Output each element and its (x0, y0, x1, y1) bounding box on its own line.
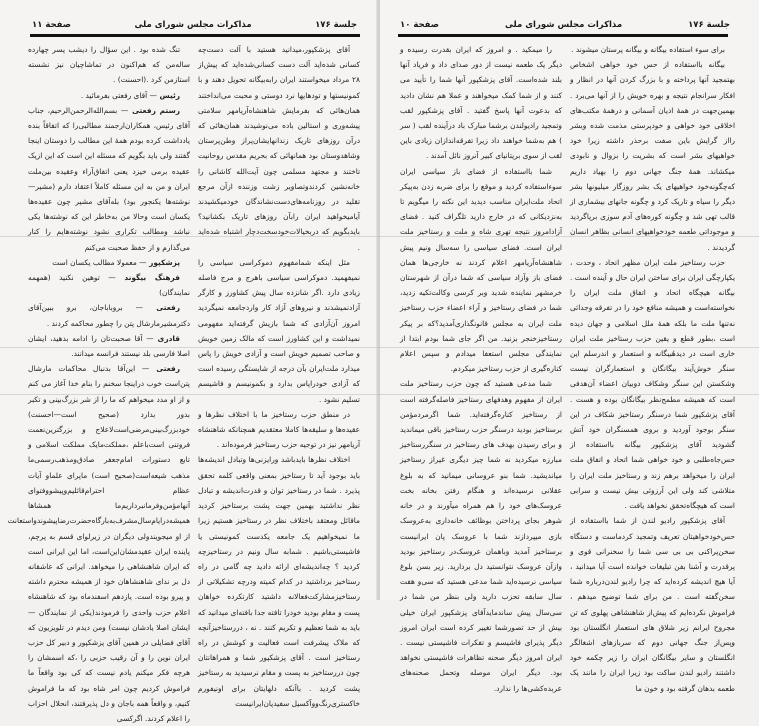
paragraph-text: را میمکید . و امروز که ایران بقدرت رسیده و دیگر یک طعمه نیست از دور صدای داد و فریاد آنها بلند شده‌است. آقای پزشکپور آنها شما را تأیید می کنند و از شما کمک میخواهند و عملا هم نشان دادید که بدعوت آنها پاسخ گفتید . آقای پزشکپور لقب وتمجید رادیولندن برشما مبارک باد درآینده لقب ( سر ) هم به‌شما خواهند داد زیرا تفرقه‌اندازان زیادی باین لقب از سوی بریتانیای کبیر آنروز نائل آمدند . (400, 45, 562, 161)
page-number: صفحة ۱۰ (400, 20, 439, 30)
header-rule (30, 34, 360, 37)
paragraph-text: — این‌آقا بدنبال محاکمات مارشال پتن‌است خوب دراینجا سخنم را بنام خدا آغاز می کنم و از او مدد میخواهم که ما را از شر بزرگ‌بینی و تکبر بدور بدارد (صحیح است—احسنت) خودبزرگ‌بینی‌مرضی‌است‌لاعلاج و بزرگترین‌نعمت فروتنی است‌باعلم ،مملکت‌مایک مملکت اسلامی و تابع دستورات امام‌جعفر صادق‌ومذهب‌رسمی‌ما مذهب شیعه‌است(صحیح است) ماپرای علماو آیات عظام احترام‌قائلیم‌وپیشووفتوای آنهامؤمن‌وفرمانبرداریم‌ما همشاها همیشه‌درایام‌سال‌مشرف‌به‌بارگاه‌حضرت‌رضاپیشوندواستعانت از او میجویندولی دیگران در زیرلوای قسم به پرچم، پاینده ایران عقیدمشان‌این‌است، اما این ایرانی است که ایران شاهنشاهی را میخواهد. ایرانی که عاشقانه دل بر ندای شاهنشاهان خود از همیشه محترم داشته و پیرو بوده است. یازدهم اسفندماه بود که شاهنشاه اعلام حزب واحدی را فرمودند(یکی از نمایندگان — ایشان اصلا یادشان نیست) ومن دیدم در تلویزیون که آقای فضایلی در همین آقای پزشکپور و دبیر کل حزب ایران نوین را و آن رقیب حزبی را ،که اسمشان را هرچه فکر میکنم یادم نیست که کی بود واقعاً ما فراموش کردیم چون امر شاه بود که ما فراموش کنیم، و واقعاً همه باجان و دل پذیرفتند، انحلال احزاب را اعلام کردند. اگرکسی (7, 364, 190, 723)
paragraph-text: مثل اینکه شمامفهوم دموکراسی سیاسی را نمیفهمید. دموکراسی سیاسی باهرج و مرج فاصله زیادی دارد .اگر شانزده سال پیش کشاورز و کارگر آزادنمیشدند و نیروهای آزاد کار واردجامعه نمیگردید امروز آن‌آزادی که شما بازیش گرفته‌اید مفهومی نمیداشت و این کشاورز است که مالک زمین خویش و صاحب تصمیم خویش است و آزادی خویش را پاس میدارد ملت‌ایران بآن درجه از شایستگی رسیده است که آزادی خودراپاس بدارد و بکمونیسم و فاشیسم تسلیم نشود . (198, 257, 360, 404)
scan-fold-line (0, 236, 759, 237)
paragraph-text: آقای پزشکپور،میدانید هستید با آلت دست‌چه کسانی شده‌اید آلت دست کسانی‌شده‌اید که پیش‌از ۲۸ مرداد میخواستند ایران رابه‌بیگانه تحویل دهند و با کمونیستها و تودهایها نرد دوستی و محبت می‌انداختند همان‌هائی که بفرمایش شاهنشاه‌آریامهر سلامتی پیشه‌وری و استالین باده می‌نوشیدند همان‌هائی که درآن روزهای تاریک زندانهایشان‌پراز وطن‌پرستان وشاهدوستان بود همانهائی که بحریم مقدس روحانیت تاختند و مجتهد مسلمی چون آیت‌الله کاشانی را خانه‌نشین کردندوتصاویر زشت وزننده ازآن مرجع تقلید در روزنامه‌های‌دست‌نشاندگان خودمیکشیدند آیامیخواهید ایران رابآن روزهای تاریک بکشانید؟بایدبگویم که دربخیالات‌خودسخت‌دچار اشتباه شده‌اید . (198, 45, 360, 252)
right-page (380, 0, 759, 693)
speaker-name: رفعتی (149, 364, 180, 374)
paragraph-text: — بسم‌الله‌الرحمن‌الرحیم، جناب آقای رئیس، همکاران‌ارجمند مطالبی‌را که اتفاقاً بنده یادداشت کرده بودم همهٔ این مطالب را دوستان اینجا گفتند ولی باید بگویم که مسئله این است که این ازیک عقیده برمی خیزد یعنی اتفاق‌آراء وعقیده بین‌ملت ایران و من به این مسئله کاملاً اعتقاد دارم (مشیر—نوشته‌ها یکنجور بود) بله‌آقای مشیر چون عقیده‌ها یکسان است وحالا من به‌خاطر این که نوشته‌ها یکی نباشد ومطالب تکراری نشود نوشته‌هایم را کنار می‌گذارم و از حفظ صحبت می‌کنم (28, 105, 190, 252)
left-page-column-left (7, 42, 190, 726)
text-paragraph (198, 255, 360, 407)
text-paragraph (570, 57, 735, 255)
scan-fold-line (0, 394, 759, 395)
speaker-name: پزشکپور (146, 257, 180, 267)
publication-title: مذاکرات مجلس شورای ملی (134, 20, 252, 30)
publication-title: مذاکرات مجلس شورای ملی (504, 20, 623, 30)
paragraph-text: حزب رستاخیز ملت ایران مظهر اتحاد ، وحدت ، یکپارچگی ایران برای ساختن ایران حال و آینده است . بیگانه هیچگاه اتحاد و اتفاق ملت ایران را نخواسته‌است و همیشه منافع خود را در تفرقه وجدائی نه‌تنها ملت ما بلکه همهٔ ملل اسلامی و جهان دیده است ،بطور قطع و یقین حزب رستاخیز ملت ایران خاری است در دیدهٔبیگانه و استعمار و اندرسلم این سنگر خوش‌آیند بیگانگان و استعمارگران نیست وشکستن این سنگر وشکاف دوبیان اعضاء آن‌هدفی است که همیشه مطمح‌نظر بیگانگان بوده و هست . آقای پزشکپور شما درسنگر رستاخیز شکاف در این سنگر بوجود آوردید و بروی همسنگران خود آتش گشودید آقای پزشکپور بیگانه بااستفاده از حس‌جاه‌طلبی و خود خواهی شما اتحاد و اتفاق ملت ایران را میخواهد برهم زند و رستاخیز ملت ایران را متلاشی کند ولی این آرزوئی بیش نیست و سرابی است که هیچگاه‌تحقق نخواهد یافت . (570, 257, 735, 511)
speech-paragraph (7, 361, 190, 726)
paragraph-text: در منطق حزب رستاخیز ما با اختلاف نظرها و عقیده‌ها و سلیقه‌ها کاملا معتقدیم همچنانکه شاهنشاه آریامهر نیز در توجیه حزب رستاخیز فرموده‌اند . (198, 409, 360, 450)
text-paragraph (198, 407, 360, 453)
paragraph-text: — توهین نکنید (همهمه نمایندگان) (28, 273, 190, 298)
speech-paragraph (28, 88, 190, 103)
left-page-column-right (198, 42, 360, 711)
paragraph-text: شما مدعی هستید که چون حزب رستاخیز ملت ایران از مفهوم وهدفهای رستاخیز فاصله‌گرفته است از رستاخیز کناره‌گرفته‌اید. شما اگرمرد‌مؤمن برستاخیز بودید درسنگر حزب رستاخیز باقی میماندید و برای رسیدن بهدف های رستاخیز در سنگررستاخیز مبارزه میکردید نه شما چیز دیگری غیراز رستاخیز میاندیشید. شما بنو عروسانی میمانید که به بلوغ عقلانی نرسیده‌اند و هنگام رفتن بخانه بخت عروسک‌های خود را هم همراه میآورند و در خانه شوهر بجای پرداختن بوظائف خانه‌داری به‌عروسک بازی میپردازند شما با عروسک پان ایرانیست برستاخیز آمدید وباهمان عروسک‌در رستاخیز بودید وازآن عروسک نتوانستید دل بردارید. زیر بسن بلوغ سیاسی نرسیده‌اید شما مدعی هستید که سی‌و هفت سال سابقه تحزب دارید ولی بنظر من شما در سی‌سال پیش ساندماید‌آقای پزشکپور ایران خیلی بیش از حد تصورشما تغییر کرده است ایران امروز دیگر پذیرای فاشیسم و تفکرات فاشیستی نیست . ایران امروز دیگر صحنه تظاهرات فاشیستی نخواهد بود. دیگر ایران موصله وتحمل صحنه‌های عربده‌کشی‌ها را ندارد. (400, 379, 562, 693)
session-number: جلسة ۱۷۶ (688, 20, 730, 30)
paragraph-text: — آقای رفعتی بفرمائید . (80, 90, 157, 100)
right-page-header (400, 18, 730, 32)
speaker-name: رئیس (156, 90, 180, 100)
left-page (0, 0, 378, 723)
speaker-name: رفعتی (142, 303, 180, 313)
text-paragraph (198, 452, 360, 710)
text-paragraph (198, 42, 360, 255)
text-paragraph (570, 42, 735, 57)
paragraph-text: — معمولا مطالب یکسان است (52, 257, 147, 267)
speaker-name: قادری (153, 333, 180, 343)
paragraph-text: شما بااستفاده از فضای باز سیاسی ایران سوءاستفاده کردید و موقع را برای ضربه زدن به‌پیکر اتحاد ملت‌ایران مناسب دیدید این نکته را میگویم تا به‌نزدیکانی که در خارج دارید تلگراف کنید . فضای آزادامروز نتیجه تهری شاه و ملت و رستاخیز ملت ایران است. فضای سیاسی را سه‌سال ونیم پیش شاهنشاه‌آریامهر اعلام کردند نه خارجی‌ها همان فضای باز وآزاد سیاسی که شما درآن از شهرستان خرمشهر نماینده شدید وبر کرسی وکالت‌تکیه زدید، شما در فضای رستاخیز و آراء اعضاء حزب رستاخیز ملت ایران به مجلس قانونگذاری‌آمدید؟که بر پیکر رستاخیزخنجر بزنید. من اگر جای شما بودم ابتدا از نمایندگی مجلس استعفا میدادم و سپس اعلام کناره‌گیری از حزب رستاخیز میکردم. (400, 166, 562, 374)
text-paragraph (400, 376, 562, 695)
speech-paragraph (28, 103, 190, 255)
paragraph-text: اختلاف نظرها بایدباشد ورایزنی‌ها وتبادل اندیشه‌ها باید بوجود آید تا رستاخیز بمعنی واقعی کلمه تحقق پذیرد . شما در رستاخیز توان و قدرت‌اندیشه و تبادل نظر نداشتید بهمین جهت پشت برستاخیز کردید ماقائل ومعتقد باختلاف نظر در رستاخیز هستیم زیرا ما نمیخواهیم یک جامعه یکدست کمونیستی یا فاشیستی‌باشیم . شمابه سال ونیم در رستاخیزچه کردید ؟ چه‌اندیشه‌ای ارائه دادید چه گامی در راه رستاخیز برداشتید در کدام کمیته ودرچه تشکیلاتی از رستاخیزمشارکت‌فعالانه داشتید کارتکرده خواهان پست و مقام بودید خودرا تافته جدا بافته‌ای میدانید که باید به شما تعظیم و تکریم کنند . نه ، دررستاخیزآنچه که ملاک پیشرفت است فعالیت و کوشش در راه رستاخیز است . آقای پزشکپور شما و همراهانتان چون دررستاخیز به پست و مقام نرسیدید به رستاخیز پشت کردید . باآنکه دلهایتان برای اونیفورم خاکستری‌رنگ‌ووآکسیل سفیدپان‌ایرانیست (198, 455, 360, 708)
speech-paragraph (28, 300, 190, 330)
session-number: جلسة ۱۷۶ (315, 20, 357, 30)
left-page-header (32, 18, 357, 32)
text-paragraph (570, 513, 735, 695)
right-page-column-left (400, 42, 562, 696)
paragraph-text: بیگانه بااستفاده از حس خود خواهی اشخاص بهتمجید آنها پرداخته و با بزرگ کردن آنها در انظار و افکار سرانجام نتیجه و بهره خویش را از آنها می‌برد . بهمین‌جهت در همهٔ ادیان آسمانی و درهمهٔ مکتب‌های اخلاقی خود خواهی و خودپرستی مذمت شده وبشر رااز گرایش باین صفت برحذر داشته زیرا خود خواهیهای بشر است که بشریت را بزوال و نابودی میکشاند. همهٔ جنگ جهانی دوم را بهیاد داریم که‌چگونه‌خود خواهیهای یک بشر روزگار میلیونها بشر دیگر را سیاه و تاریک کرد و چگونه جانهای بیشماری از قالب تهی شد و چگونه کوره‌های آدم سوزی برپاگردید و موجوداتی طعمه خودخواهیهای انسانی بظاهر انسان گردیدند . (570, 60, 735, 252)
text-paragraph (400, 164, 562, 377)
speaker-name: رستم رفعتی (128, 105, 180, 115)
text-paragraph (570, 255, 735, 513)
page-number: صفحة ۱۱ (32, 20, 71, 30)
speech-paragraph (28, 270, 190, 300)
paragraph-text: — آقا صحبت‌تان را ادامه بدهید، ایشان اصلا فارسی بلد نیستند فرانسه میدانند. (28, 333, 190, 359)
paragraph-text: برای سوء استفاده بیگانه و بیگانه پرستان میشوند . (571, 45, 725, 54)
text-paragraph (400, 42, 562, 164)
paragraph-text: آقای پزشکپور رادیو لندن از شما بااستفاده از حس‌خودخواهیتان تعریف وتمجید کردماست و دستگاه سخن‌پراکنی بی بی سی شما را سخنرانی قوی و پرقدرت و آشنا بفن تبلیغات خوانده است آیا میدانید ، آیا هیچ اندیشه کرده‌اید که چرا رادیو لندن‌درباره شما سخن‌گفته است . من برای شما توضیح میدهم ، فراموش نکرده‌ایم که پیش‌از شاهنشاهی پهلوی که تن مجروح ایرانم زیر شلاق های استعمار انگلستان بود وپس‌از جنگ جهانی دوم که سربازهای اشغالگر انگلستان و سایر بیگانگان ایران را زیر چکمه خود داشتند رادیو لندن ساکت بود زیرا ایران را مانند یک طعمه بدهان گرفته بود و خون ما (570, 516, 735, 693)
paragraph-text: تنگ شده بود . این سؤال را دیشب پسر چهارده ساله‌من که هم‌اکنون در تماشاچیان نیز نشسته استازمن کرد .(احسنت) . (28, 45, 190, 85)
text-paragraph (28, 42, 190, 88)
scan-fold-line (0, 347, 759, 348)
paragraph-text: — بروباباجان، برو ببین‌آقای دکترمشیرمارشال پتن را چطور محاکمه کردند . (28, 303, 190, 328)
speaker-name: فرهنگ بیگوند (115, 273, 180, 283)
speech-paragraph (28, 255, 190, 270)
right-page-column-right (570, 42, 735, 696)
header-rule (398, 34, 728, 37)
